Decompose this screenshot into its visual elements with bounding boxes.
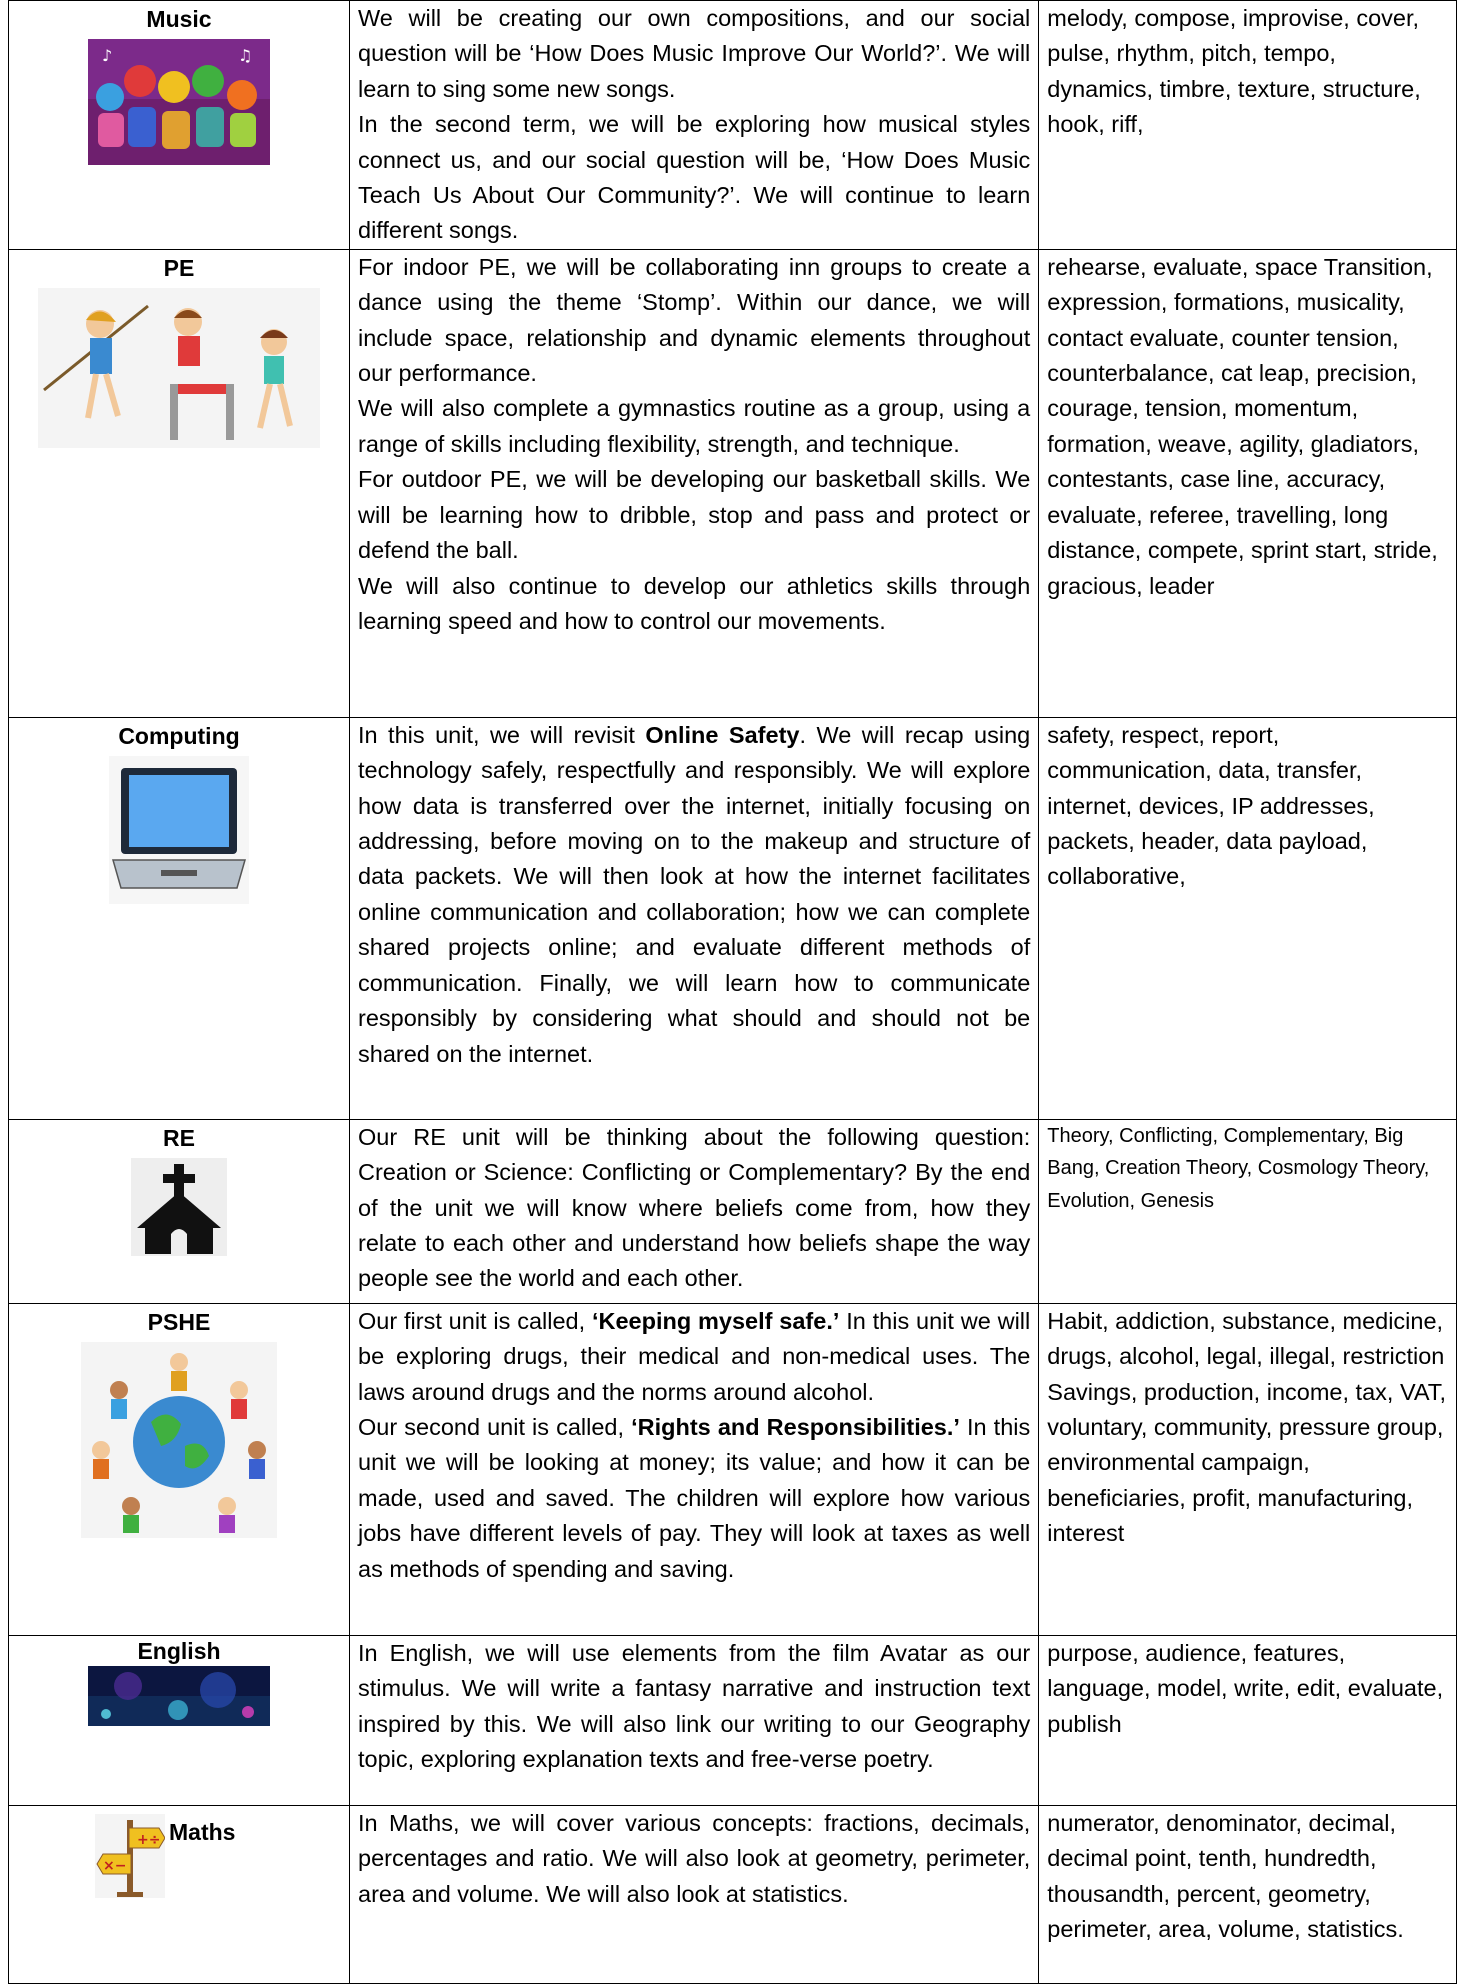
bold-text: ‘Keeping myself safe.’: [591, 1307, 840, 1334]
vocabulary-line: Habit, addiction, substance, medicine, drugs, alcohol, legal, illegal, restriction: [1047, 1307, 1445, 1370]
description-paragraph: Our RE unit will be thinking about the following question: Creation or Science: Conflicting or Complementary? By the end of the unit we will know where beliefs come from, how they relate to each other and understand how beliefs shape the way people see the world and each other.: [358, 1123, 1031, 1292]
vocabulary-cell: safety, respect, report, communication, data, transfer, internet, devices, IP addresses, packets, header, data payload, collaborative,: [1039, 717, 1457, 1119]
svg-text:♪: ♪: [102, 46, 113, 65]
description-cell: [350, 717, 1039, 1119]
description-cell: [350, 1303, 1039, 1635]
svg-text:×−: ×−: [103, 1857, 127, 1874]
description-paragraph: [358, 1304, 1030, 1410]
table-row: [9, 717, 1457, 1119]
subject-title: Computing: [118, 722, 240, 749]
svg-text:♫: ♫: [238, 46, 253, 65]
vocabulary-line: Savings, production, income, tax, VAT, voluntary, community, pressure group, environmental campaign, beneficiaries, profit, manufacturing, interest: [1047, 1378, 1447, 1547]
music-characters-image: [88, 39, 270, 165]
subject-title: RE: [163, 1124, 195, 1151]
bold-text: ‘Rights and Responsibilities.’: [631, 1414, 960, 1441]
vocabulary-cell: rehearse, evaluate, space Transition, expression, formations, musicality, contact evaluate, counter tension, counterbalance, cat leap, precision, courage, tension, momentum, formation, weave, agility, gladiators, contestants, case line, accuracy, evaluate, referee, travelling, long distance, compete, sprint start, stride, gracious, leader: [1039, 249, 1457, 717]
description-cell: [350, 1, 1039, 250]
subject-title: English: [137, 1637, 221, 1664]
table-row: [9, 1303, 1457, 1635]
laptop-image: [109, 756, 249, 904]
table-row: [9, 1, 1457, 250]
text-run: . We will recap using technology safely, respectfully and responsibly. We will explore how data is transferred over the internet, initially focusing on addressing, before moving on to the makeup and structure of data packets. We will then look at how the internet facilitates online communication and collaboration; how we can complete shared projects online; and evaluate different methods of communication. Finally, we will learn how to communicate responsibly by considering what should and should not be shared on the internet.: [358, 721, 1031, 1067]
vocabulary-cell: [1039, 1303, 1457, 1635]
church-icon: [131, 1158, 227, 1256]
description-cell: [350, 1119, 1039, 1303]
subject-cell: [9, 1635, 350, 1805]
vocabulary-cell: purpose, audience, features, language, model, write, edit, evaluate, publish: [1039, 1635, 1457, 1805]
description-paragraph: In the second term, we will be exploring how musical styles connect us, and our social question will be, ‘How Does Music Teach Us About Our Community?’. We will continue to learn different songs.: [358, 111, 1031, 244]
table-row: [9, 1119, 1457, 1303]
description-cell: [350, 1635, 1039, 1805]
subject-title: PE: [163, 254, 195, 281]
description-paragraph: [358, 718, 1030, 1072]
description-paragraph: We will also continue to develop our athletics skills through learning speed and how to control our movements.: [358, 572, 1031, 634]
description-cell: [350, 1805, 1039, 1983]
description-paragraph: We will be creating our own compositions, and our social question will be ‘How Does Music Improve Our World?’. We will learn to sing some new songs.: [358, 5, 1031, 102]
subject-cell: [9, 1805, 350, 1983]
children-around-globe-image: [81, 1342, 277, 1538]
subject-title: Music: [146, 6, 212, 32]
description-paragraph: For indoor PE, we will be collaborating inn groups to create a dance using the theme ‘Stomp’. Within our dance, we will include space, relationship and dynamic elements throughout our performance.: [358, 253, 1031, 387]
description-cell: [350, 249, 1039, 717]
children-athletics-image: [38, 288, 320, 448]
subject-title: PSHE: [147, 1308, 211, 1335]
avatar-forest-image: [88, 1666, 270, 1726]
table-row: [9, 1805, 1457, 1983]
text-run: Our second unit is called,: [358, 1414, 632, 1441]
description-paragraph: [358, 1410, 1030, 1587]
text-run: In this unit, we will revisit: [358, 721, 646, 748]
text-run: In this unit we will be looking at money; its value; and how it can be made, used and saved. The children will explore how various jobs have different levels of pay. They will look at taxes as well as methods of spending and saving.: [358, 1414, 1031, 1582]
vocabulary-cell: numerator, denominator, decimal, decimal point, tenth, hundredth, thousandth, percent, geometry, perimeter, area, volume, statistics.: [1039, 1805, 1457, 1983]
subject-cell: [9, 249, 350, 717]
text-run: Our first unit is called,: [358, 1307, 592, 1334]
table-row: [9, 249, 1457, 717]
table-row: [9, 1635, 1457, 1805]
curriculum-table: [8, 0, 1457, 1984]
subject-cell: [9, 1, 350, 250]
bold-text: Online Safety: [645, 721, 800, 748]
svg-text:+÷: +÷: [137, 1831, 161, 1848]
description-paragraph: For outdoor PE, we will be developing our basketball skills. We will be learning how to dribble, stop and pass and protect or defend the ball.: [358, 466, 1031, 564]
text-run: In this unit we will be exploring drugs, their medical and non-medical uses. The laws around drugs and the norms around alcohol.: [358, 1307, 1031, 1405]
subject-cell: [9, 1119, 350, 1303]
description-paragraph: We will also complete a gymnastics routine as a group, using a range of skills including flexibility, strength, and technique.: [358, 395, 1031, 457]
maths-signpost-icon: [95, 1814, 165, 1898]
vocabulary-cell: melody, compose, improvise, cover, pulse, rhythm, pitch, tempo, dynamics, timbre, texture, structure, hook, riff,: [1039, 1, 1457, 250]
description-paragraph: In Maths, we will cover various concepts: fractions, decimals, percentages and ratio. We will also look at geometry, perimeter, area and volume. We will also look at statistics.: [358, 1809, 1031, 1907]
subject-cell: [9, 717, 350, 1119]
description-paragraph: In English, we will use elements from the film Avatar as our stimulus. We will write a fantasy narrative and instruction text inspired by this. We will also link our writing to our Geography topic, exploring explanation texts and free-verse poetry.: [358, 1639, 1031, 1773]
subject-title: Maths: [169, 1818, 236, 1845]
subject-cell: [9, 1303, 350, 1635]
vocabulary-cell: Theory, Conflicting, Complementary, Big Bang, Creation Theory, Cosmology Theory, Evolution, Genesis: [1039, 1119, 1457, 1303]
